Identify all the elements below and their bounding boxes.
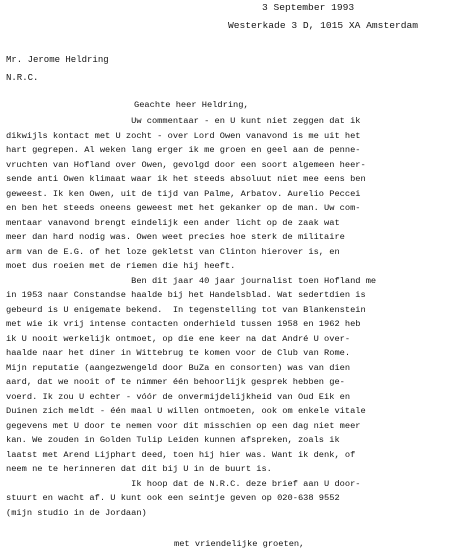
body-line: hart gegrepen. Al weken lang erger ik me groen en geel aan de penne- xyxy=(6,145,361,155)
closing-line: met vriendelijke groeten, xyxy=(174,539,305,549)
body-line: sende anti Owen klimaat waar ik het steeds absoluut niet mee eens ben xyxy=(6,174,366,184)
body-line: aard, dat we nooit of te nimmer één behoorlijk gesprek hebben ge- xyxy=(6,377,345,387)
recipient-name: Mr. Jerome Heldring xyxy=(6,55,109,65)
sender-address: Westerkade 3 D, 1015 XA Amsterdam xyxy=(228,20,418,31)
body-line: laatst met Arend Lijphart deed, toen hij hier was. Want ik denk, of xyxy=(6,449,356,460)
body-line: arm van de E.G. of het loze gekletst van Clinton hierover is, en xyxy=(6,246,340,257)
body-line: gebeurd is U enigemate bekend. In tegenstelling tot van Blankenstein xyxy=(6,304,366,315)
body-line: Duinen zich meldt - één maal U willen ontmoeten, ook om enkele vitale xyxy=(6,406,366,416)
body-line: en ben het steeds oneens geweest met het gekanker op de man. Uw com- xyxy=(6,203,361,213)
salutation: Geachte heer Heldring, xyxy=(134,100,249,110)
body-line: Uw commentaar - en U kunt niet zeggen dat ik xyxy=(6,116,361,126)
body-line: in 1953 naar Constandse haalde bij het Handelsblad. Wat sedertdien is xyxy=(6,290,366,300)
body-line: vruchten van Hofland over Owen, gevolgd door een soort algemeen heer- xyxy=(6,159,366,170)
body-line: Ik hoop dat de N.R.C. deze brief aan U door- xyxy=(6,478,361,489)
body-line: geweest. Ik ken Owen, uit de tijd van Palme, Arbatov. Aurelio Peccei xyxy=(6,188,361,199)
body-line: kan. We zouden in Golden Tulip Leiden kunnen afspreken, zoals ik xyxy=(6,435,340,445)
body-line: (mijn studio in de Jordaan) xyxy=(6,507,147,518)
body-line: gegevens met U door te nemen voor dit misschien op een dag niet meer xyxy=(6,420,361,431)
body-line: voerd. Ik zou U echter - vóór de onvermijdelijkheid van Oud Eik en xyxy=(6,391,351,402)
body-line: Ben dit jaar 40 jaar journalist toen Hofland me xyxy=(6,275,377,286)
body-line: met wie ik vrij intense contacten onderhield tussen 1958 en 1962 heb xyxy=(6,319,361,329)
letter-body xyxy=(6,114,376,520)
body-line: moet dus roeien met de riemen die hij heeft. xyxy=(6,261,236,271)
body-line: haalde naar het diner in Wittebrug te komen voor de Club van Rome. xyxy=(6,348,351,358)
body-line: stuurt en wacht af. U kunt ook een seintje geven op 020-638 9552 xyxy=(6,493,340,503)
body-line: neem ne te herinneren dat dit bij U in de buurt is. xyxy=(6,464,272,474)
body-line: mentaar vanavond brengt eindelijk een ander licht op de zaak wat xyxy=(6,217,340,228)
recipient-organisation: N.R.C. xyxy=(6,73,39,83)
body-line: meer dan hard nodig was. Owen weet precies hoe sterk de militaire xyxy=(6,232,345,242)
body-line: dikwijls kontact met U zocht - over Lord Owen vanavond is me uit het xyxy=(6,130,361,141)
letter-date: 3 September 1993 xyxy=(262,2,355,13)
body-line: Mijn reputatie (aangezwengeld door BuZa en consorten) was van dien xyxy=(6,362,351,373)
body-line: ik U nooit werkelijk ontmoet, op die ene keer na dat André U over- xyxy=(6,333,351,344)
